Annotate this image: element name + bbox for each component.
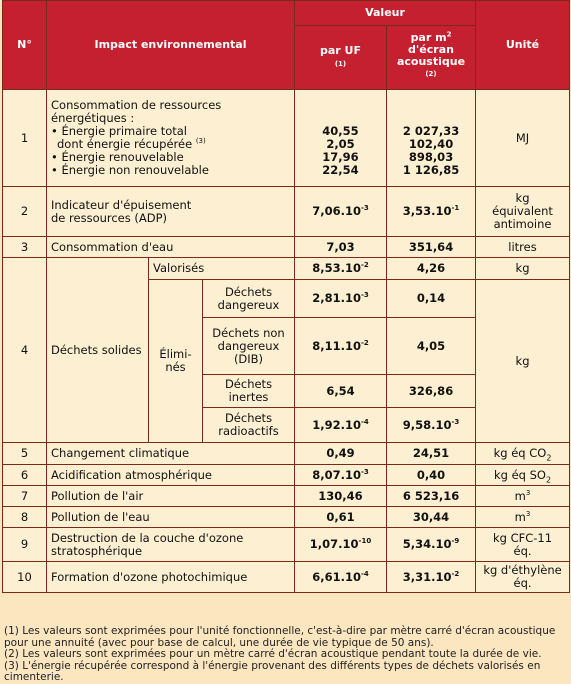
table-row bbox=[3, 507, 570, 528]
m2-value: 30,44 bbox=[387, 507, 476, 528]
impact-cell: Changement climatique bbox=[47, 443, 295, 465]
unit-cell: $m^3$ bbox=[476, 507, 570, 528]
row-number: 8 bbox=[3, 507, 47, 528]
col-header-par-uf: par UF (1) bbox=[295, 26, 387, 90]
table-row bbox=[3, 443, 570, 465]
uf-value: $2,81.10^{-3}$ bbox=[295, 280, 387, 318]
m2-value: 6 523,16 bbox=[387, 486, 476, 507]
uf-value: $1,92.10^{-4}$ bbox=[295, 408, 387, 443]
uf-value: 7,03 bbox=[295, 237, 387, 258]
row-number: 3 bbox=[3, 237, 47, 258]
col-header-n: N° bbox=[3, 1, 47, 90]
unit-cell: kg d'éthylène éq. bbox=[476, 562, 570, 593]
uf-value: $8,07.10^{-3}$ bbox=[295, 465, 387, 486]
m2-value: $3,31.10^{-2}$ bbox=[387, 562, 476, 593]
unit-cell: kg éq $CO_2$ bbox=[476, 443, 570, 465]
uf-value: 6,54 bbox=[295, 375, 387, 408]
impact-cell: Destruction de la couche d'ozone stratosphérique bbox=[47, 528, 295, 562]
m2-value: 0,14 bbox=[387, 280, 476, 318]
unit-cell: litres bbox=[476, 237, 570, 258]
row-number: 9 bbox=[3, 528, 47, 562]
col-header-unite: Unité bbox=[476, 1, 570, 90]
table-row bbox=[3, 258, 570, 280]
col-header-valeur: Valeur bbox=[295, 1, 476, 26]
row-number: 7 bbox=[3, 486, 47, 507]
waste-type-label: Déchets radioactifs bbox=[203, 408, 295, 443]
waste-type-label: Déchets non dangereux (DIB) bbox=[203, 318, 295, 375]
unit-cell: kg éq $SO_2$ bbox=[476, 465, 570, 486]
waste-type-label: Déchets inertes bbox=[203, 375, 295, 408]
row-number: 5 bbox=[3, 443, 47, 465]
uf-value: 0,61 bbox=[295, 507, 387, 528]
impact-cell: Consommation d'eau bbox=[47, 237, 295, 258]
table-row bbox=[3, 237, 570, 258]
header-row-1 bbox=[3, 1, 570, 26]
waste-type-label: Déchets dangereux bbox=[203, 280, 295, 318]
impact-cell: Indicateur d'épuisement de ressources (ADP) bbox=[47, 187, 295, 237]
m2-value: 4,26 bbox=[387, 258, 476, 280]
table-row bbox=[3, 187, 570, 237]
impact-cell: Pollution de l'air bbox=[47, 486, 295, 507]
row-number: 6 bbox=[3, 465, 47, 486]
table-row bbox=[3, 486, 570, 507]
uf-value: 40,55 2,05 17,96 22,54 bbox=[295, 90, 387, 187]
uf-value: $6,61.10^{-4}$ bbox=[295, 562, 387, 593]
uf-value: $8,11.10^{-2}$ bbox=[295, 318, 387, 375]
uf-value: 130,46 bbox=[295, 486, 387, 507]
m2-value: $3,53.10^{-1}$ bbox=[387, 187, 476, 237]
elimines-label: Élimi- nés bbox=[149, 280, 203, 443]
table-row bbox=[3, 562, 570, 593]
impact-cell: Acidification atmosphérique bbox=[47, 465, 295, 486]
table-row bbox=[3, 90, 570, 187]
table-row bbox=[3, 528, 570, 562]
uf-value: $1,07.10^{-10}$ bbox=[295, 528, 387, 562]
impact-cell: Pollution de l'eau bbox=[47, 507, 295, 528]
environmental-impact-table bbox=[2, 0, 570, 593]
unit-cell: $m^3$ bbox=[476, 486, 570, 507]
row-number: 1 bbox=[3, 90, 47, 187]
valorises-label: Valorisés bbox=[149, 258, 295, 280]
col-header-par-m2: par $m^2$ d'écran acoustique $^{(2)}$ bbox=[387, 26, 476, 90]
impact-cell: Consommation de ressources énergétiques : • Énergie primaire total dont énergie récupérée $^{(3)}$ • Énergie renouvelable • Énergie non renouvelable bbox=[47, 90, 295, 187]
unit-cell: kg CFC-11 éq. bbox=[476, 528, 570, 562]
m2-value: 326,86 bbox=[387, 375, 476, 408]
uf-value: $7,06.10^{-3}$ bbox=[295, 187, 387, 237]
footnotes bbox=[4, 626, 564, 684]
unit-cell: kg équivalent antimoine bbox=[476, 187, 570, 237]
m2-value: 4,05 bbox=[387, 318, 476, 375]
row-number: 10 bbox=[3, 562, 47, 593]
col-header-impact: Impact environnemental bbox=[47, 1, 295, 90]
footnote-2: (2) Les valeurs sont exprimées pour un mètre carré d'écran acoustique pendant toute la durée de vie. bbox=[4, 648, 542, 660]
m2-value: 0,40 bbox=[387, 465, 476, 486]
m2-value: $9,58.10^{-3}$ bbox=[387, 408, 476, 443]
row-number: 4 bbox=[3, 258, 47, 443]
impact-cell: Formation d'ozone photochimique bbox=[47, 562, 295, 593]
uf-value: 0,49 bbox=[295, 443, 387, 465]
footnote-3: (3) L'énergie récupérée correspond à l'énergie provenant des différents types de déchets valorisés en cimenterie. bbox=[4, 659, 541, 683]
unit-cell: MJ bbox=[476, 90, 570, 187]
m2-value: $5,34.10^{-9}$ bbox=[387, 528, 476, 562]
m2-value: 24,51 bbox=[387, 443, 476, 465]
footnote-1: (1) Les valeurs sont exprimées pour l'unité fonctionnelle, c'est-à-dire par mètre carré d'écran acoustique pour une annuité (avec pour base de calcul, une durée de vie typique de 50 ans). bbox=[4, 625, 556, 649]
m2-value: 351,64 bbox=[387, 237, 476, 258]
row-number: 2 bbox=[3, 187, 47, 237]
m2-value: 2 027,33 102,40 898,03 1 126,85 bbox=[387, 90, 476, 187]
uf-value: $8,53.10^{-2}$ bbox=[295, 258, 387, 280]
impact-cell: Déchets solides bbox=[47, 258, 149, 443]
table-row bbox=[3, 465, 570, 486]
unit-cell: kg bbox=[476, 258, 570, 280]
unit-cell: kg bbox=[476, 280, 570, 443]
